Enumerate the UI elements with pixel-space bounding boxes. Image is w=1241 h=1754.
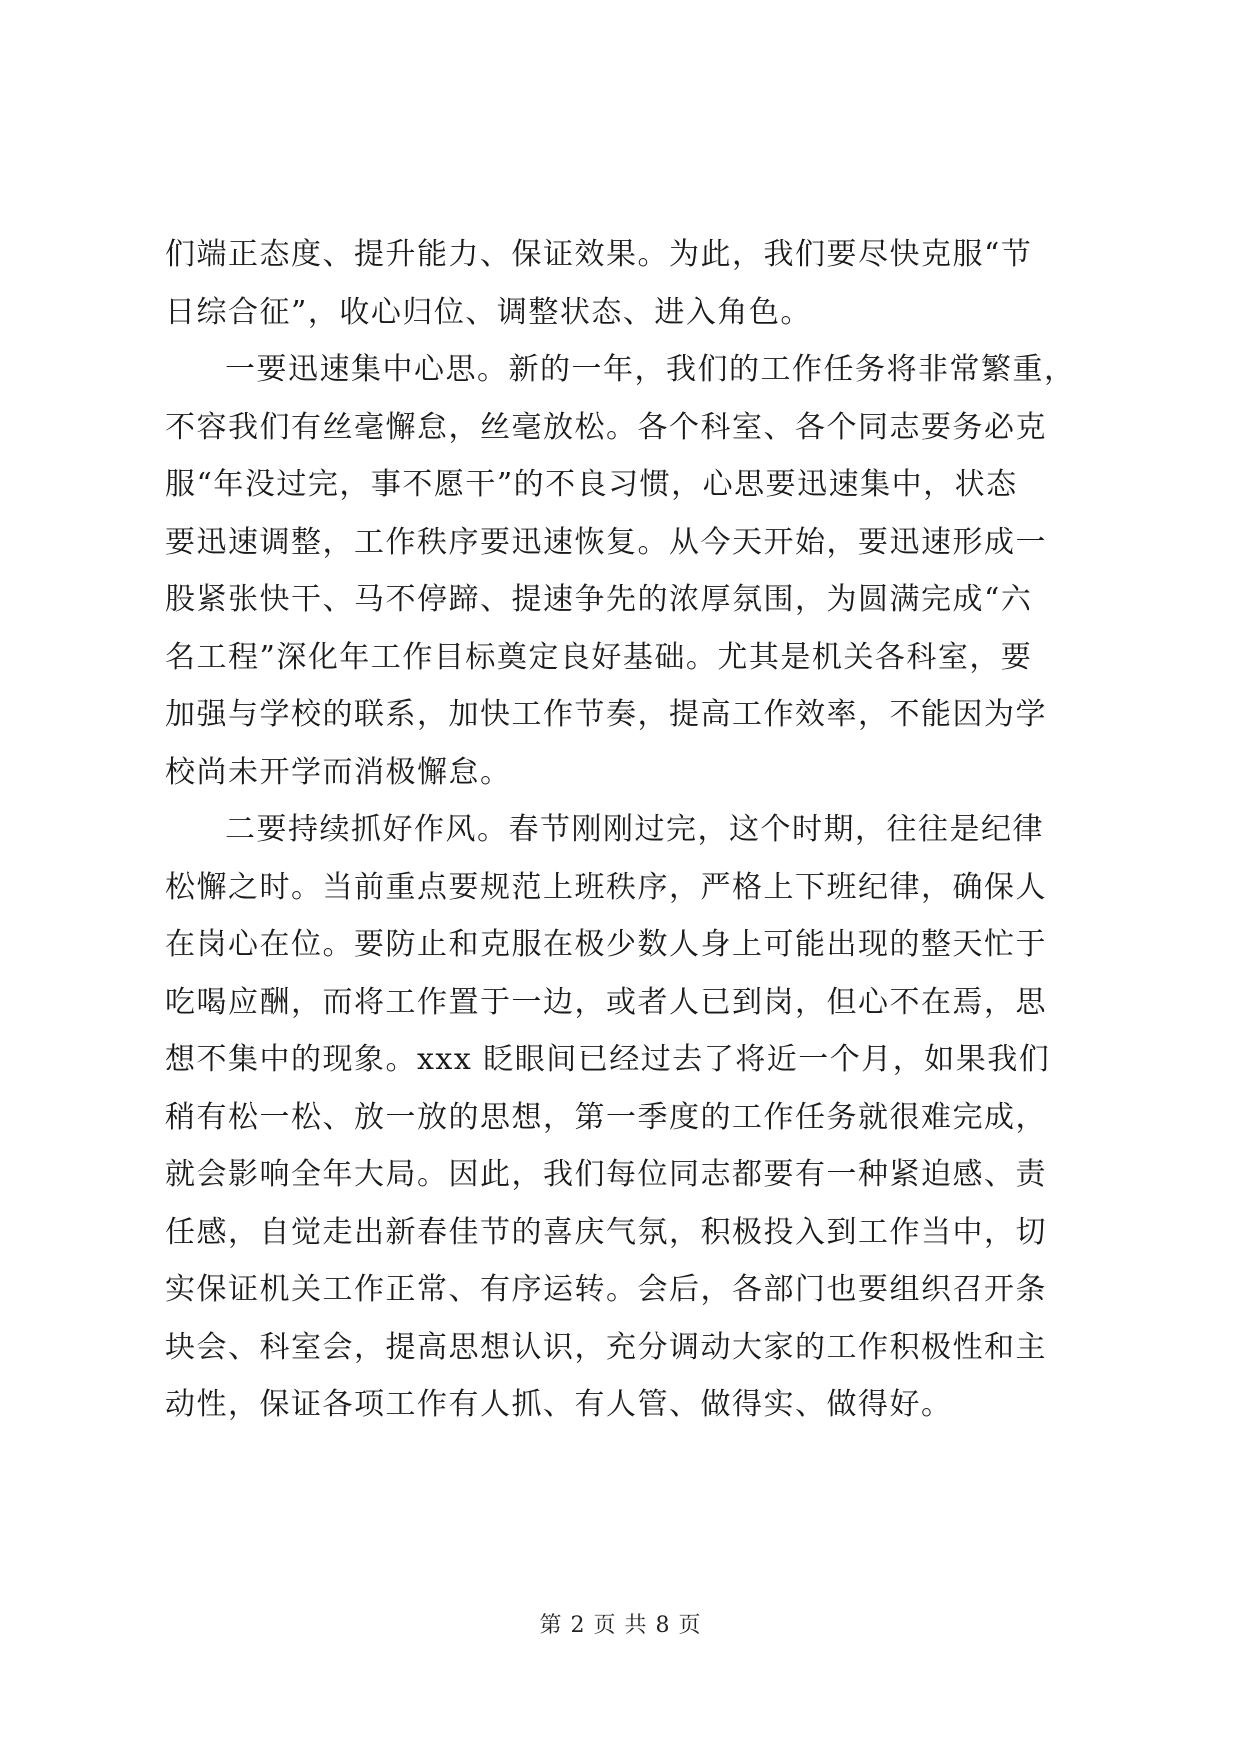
- document-body: [165, 226, 1085, 1434]
- text-line: 股紧张快干、马不停蹄、提速争先的浓厚氛围，为圆满完成“六: [165, 582, 1033, 617]
- text-line: 任感，自觉走出新春佳节的喜庆气氛，积极投入到工作当中，切: [165, 1214, 1047, 1250]
- text-line: 日综合征”，收心归位、调整状态、进入角色。: [165, 294, 812, 330]
- text-line: 松懈之时。当前重点要规范上班秩序，严格上下班纪律，确保人: [165, 869, 1047, 905]
- page-number-footer: 第 2 页 共 8 页: [539, 1613, 702, 1638]
- text-line: 要迅速调整，工作秩序要迅速恢复。从今天开始，要迅速形成一: [165, 524, 1047, 560]
- text-line: 们端正态度、提升能力、保证效果。为此，我们要尽快克服“节: [165, 237, 1033, 272]
- paragraph-first-line: 二要持续抓好作风。春节刚刚过完，这个时期，往往是纪律: [225, 812, 1044, 847]
- text-line: 不容我们有丝毫懈怠，丝毫放松。各个科室、各个同志要务必克: [165, 409, 1047, 445]
- text-line: 在岗心在位。要防止和克服在极少数人身上可能出现的整天忙于: [165, 927, 1047, 962]
- text-line: 想不集中的现象。xxx 眨眼间已经过去了将近一个月，如果我们: [165, 1042, 1051, 1077]
- text-line: 吃喝应酬，而将工作置于一边，或者人已到岗，但心不在焉，思: [165, 984, 1047, 1020]
- text-line: 校尚未开学而消极懈怠。: [165, 754, 512, 790]
- text-line: 块会、科室会，提高思想认识，充分调动大家的工作积极性和主: [165, 1329, 1047, 1365]
- text-line: 名工程”深化年工作目标奠定良好基础。尤其是机关各科室，要: [165, 639, 1033, 675]
- text-line: 稍有松一松、放一放的思想，第一季度的工作任务就很难完成，: [165, 1099, 1047, 1135]
- paragraph-first-line: 一要迅速集中心思。新的一年，我们的工作任务将非常繁重，: [225, 352, 1076, 387]
- text-line: 加强与学校的联系，加快工作节奏，提高工作效率，不能因为学: [165, 697, 1047, 732]
- text-line: 就会影响全年大局。因此，我们每位同志都要有一种紧迫感、责: [165, 1157, 1047, 1192]
- text-line: 实保证机关工作正常、有序运转。会后，各部门也要组织召开条: [165, 1272, 1047, 1307]
- text-line: 动性，保证各项工作有人抓、有人管、做得实、做得好。: [165, 1387, 953, 1422]
- text-line: 服“年没过完，事不愿干”的不良习惯，心思要迅速集中，状态: [165, 467, 1018, 502]
